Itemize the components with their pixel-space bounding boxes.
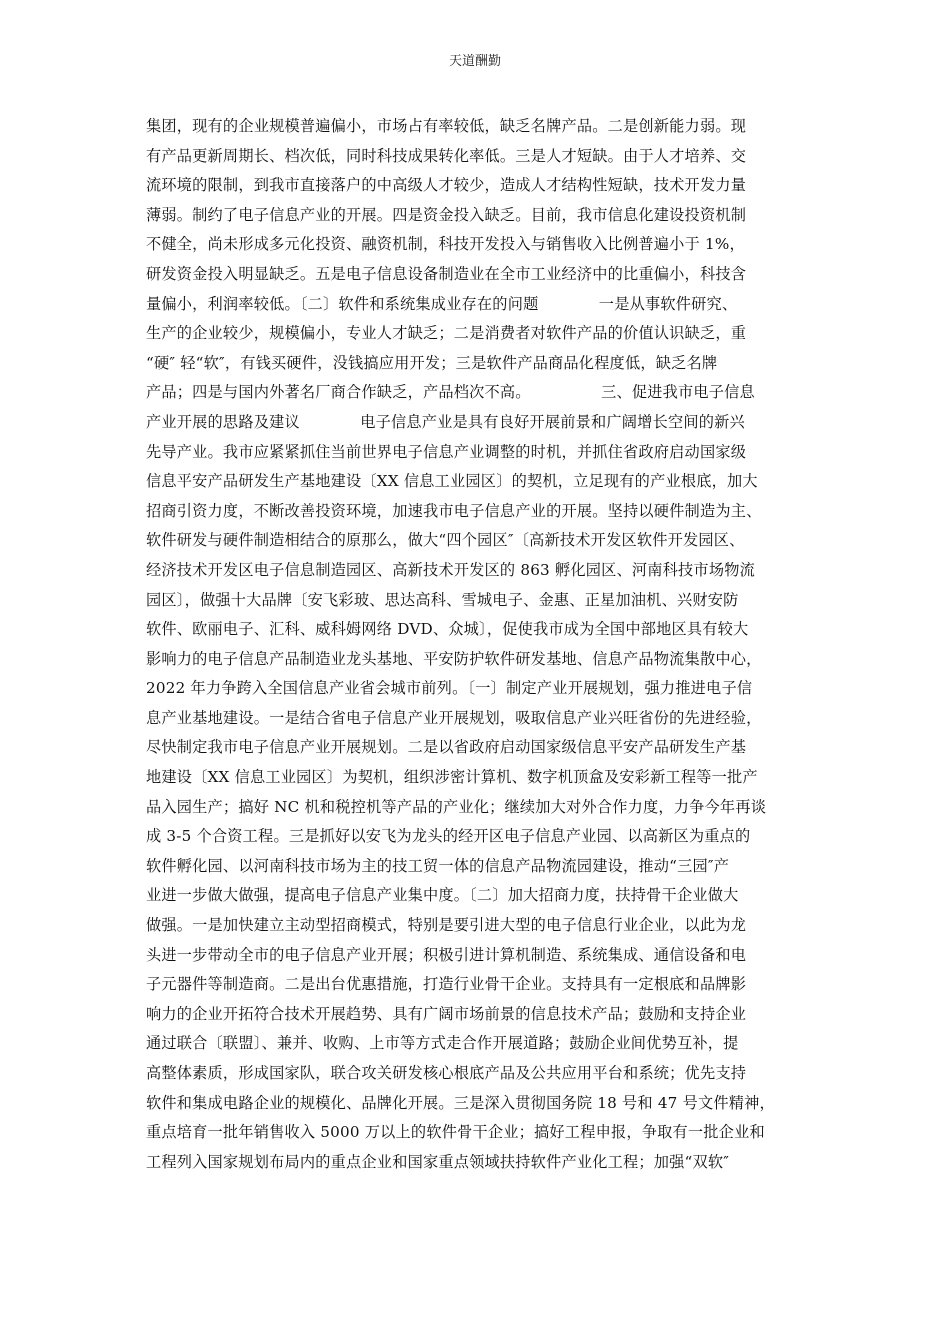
text-line: 先导产业。我市应紧紧抓住当前世界电子信息产业调整的时机，并抓住省政府启动国家级 (146, 442, 747, 461)
text-line: “硬″ 轻“软″，有钱买硬件，没钱搞应用开发；三是软件产品商品化程度低，缺乏名牌 (146, 353, 718, 372)
text-line: 地建设〔XX 信息工业园区〕为契机，组织涉密计算机、数字机顶盒及安彩新工程等一批产 (146, 768, 758, 787)
text-line: 2022 年力争跨入全国信息产业省会城市前列。〔一〕制定产业开展规划，强力推进电子信 (146, 679, 753, 698)
text-line: 产品；四是与国内外著名厂商合作缺乏，产品档次不高。 三、促进我市电子信息 (146, 383, 755, 402)
text-line: 通过联合〔联盟〕、兼并、收购、上市等方式走合作开展道路；鼓励企业间优势互补，提 (146, 1034, 739, 1053)
text-line: 园区〕，做强十大品牌〔安飞彩玻、思达高科、雪城电子、金惠、正星加油机、兴财安防 (146, 590, 739, 609)
text-line: 经济技术开发区电子信息制造园区、高新技术开发区的 863 孵化园区、河南科技市场物流 (146, 560, 755, 579)
text-line: 招商引资力度，不断改善投资环境，加速我市电子信息产业的开展。坚持以硬件制造为主、 (146, 501, 762, 520)
text-line: 重点培育一批年销售收入 5000 万以上的软件骨干企业；搞好工程申报，争取有一批企业和 (146, 1123, 765, 1142)
text-line: 流环境的限制，到我市直接落户的中高级人才较少，造成人才结构性短缺，技术开发力量 (146, 176, 747, 195)
text-line: 头进一步带动全市的电子信息产业开展；积极引进计算机制造、系统集成、通信设备和电 (146, 945, 747, 964)
text-line: 薄弱。制约了电子信息产业的开展。四是资金投入缺乏。目前，我市信息化建设投资机制 (146, 205, 747, 224)
text-line: 软件研发与硬件制造相结合的原那么，做大“四个园区″〔高新技术开发区软件开发园区、 (146, 531, 745, 550)
text-line: 信息平安产品研发生产基地建设〔XX 信息工业园区〕的契机，立足现有的产业根底，加大 (146, 472, 758, 491)
text-line: 成 3-5 个合资工程。三是抓好以安飞为龙头的经开区电子信息产业园、以高新区为重点的 (146, 827, 751, 846)
text-line: 做强。一是加快建立主动型招商模式，特别是要引进大型的电子信息行业企业，以此为龙 (146, 916, 747, 935)
text-line: 软件孵化园、以河南科技市场为主的技工贸一体的信息产品物流园建设，推动“三园″产 (146, 856, 730, 875)
text-line: 影响力的电子信息产品制造业龙头基地、平安防护软件研发基地、信息产品物流集散中心， (146, 649, 762, 668)
text-line: 业进一步做大做强，提高电子信息产业集中度。〔二〕加大招商力度，扶持骨干企业做大 (146, 886, 739, 905)
text-line: 量偏小，利润率较低。〔二〕软件和系统集成业存在的问题 一是从事软件研究、 (146, 294, 738, 313)
text-line: 品入园生产；搞好 NC 机和税控机等产品的产业化；继续加大对外合作力度，力争今年再谈 (146, 797, 767, 816)
text-line: 生产的企业较少，规模偏小，专业人才缺乏；二是消费者对软件产品的价值认识缺乏，重 (146, 324, 747, 343)
text-line: 不健全，尚未形成多元化投资、融资机制，科技开发投入与销售收入比例普遍小于 1%， (146, 235, 745, 254)
text-line: 研发资金投入明显缺乏。五是电子信息设备制造业在全市工业经济中的比重偏小，科技含 (146, 264, 747, 283)
text-line: 尽快制定我市电子信息产业开展规划。二是以省政府启动国家级信息平安产品研发生产基 (146, 738, 747, 757)
text-line: 工程列入国家规划布局内的重点企业和国家重点领域扶持软件产业化工程；加强“双软″ (146, 1152, 730, 1171)
document-body (146, 112, 816, 1177)
text-line: 高整体素质，形成国家队，联合攻关研发核心根底产品及公共应用平台和系统；优先支持 (146, 1064, 747, 1082)
text-line: 软件、欧丽电子、汇科、威科姆网络 DVD、众城〕，促使我市成为全国中部地区具有较大 (146, 620, 749, 639)
text-line: 息产业基地建设。一是结合省电子信息产业开展规划，吸取信息产业兴旺省份的先进经验， (146, 708, 762, 727)
text-line: 响力的企业开拓符合技术开展趋势、具有广阔市场前景的信息技术产品；鼓励和支持企业 (146, 1004, 747, 1023)
text-line: 有产品更新周期长、档次低，同时科技成果转化率低。三是人才短缺。由于人才培养、交 (146, 146, 747, 165)
page-header: 天道酬勤 (448, 54, 501, 69)
text-line: 集团，现有的企业规模普遍偏小，市场占有率较低，缺乏名牌产品。二是创新能力弱。现 (146, 117, 747, 135)
text-line: 软件和集成电路企业的规模化、品牌化开展。三是深入贯彻国务院 18 号和 47 号文件精神， (146, 1093, 775, 1112)
text-line: 产业开展的思路及建议 电子信息产业是具有良好开展前景和广阔增长空间的新兴 (146, 412, 745, 431)
text-line: 子元器件等制造商。二是出台优惠措施，打造行业骨干企业。支持具有一定根底和品牌影 (146, 975, 747, 994)
